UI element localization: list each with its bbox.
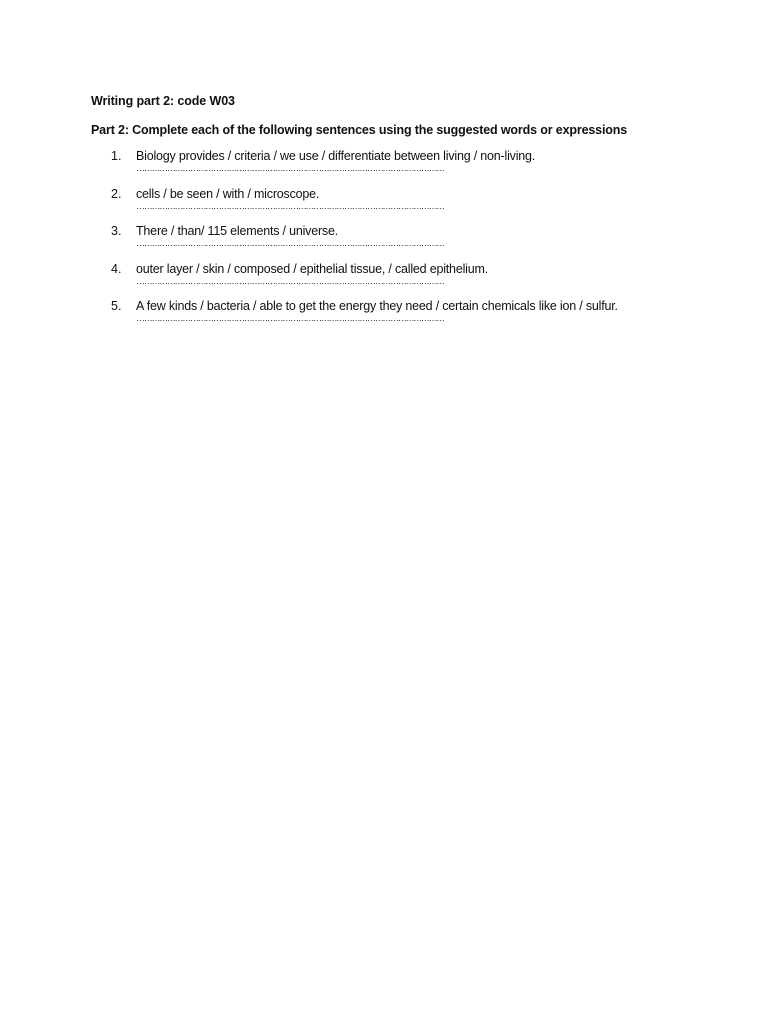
question-item xyxy=(0,187,768,225)
answer-line: ………………………………………………………………………………………………………… xyxy=(136,200,445,211)
answer-line: ………………………………………………………………………………………………………… xyxy=(136,275,445,286)
question-prompt: outer layer / skin / composed / epithelial tissue, / called epithelium. xyxy=(136,261,488,276)
question-prompt: There / than/ 115 elements / universe. xyxy=(136,224,339,238)
question-prompt: cells / be seen / with / microscope. xyxy=(136,186,320,201)
instruction-heading: Part 2: Complete each of the following sentences using the suggested words or expressions xyxy=(91,123,628,137)
question-item xyxy=(0,299,768,337)
question-number: 4. xyxy=(111,261,122,276)
question-prompt: Biology provides / criteria / we use / differentiate between living / non-living. xyxy=(136,149,536,163)
question-item xyxy=(0,224,768,262)
question-prompt: A few kinds / bacteria / able to get the energy they need / certain chemicals like ion / sulfur. xyxy=(136,299,618,313)
question-item xyxy=(0,149,768,187)
question-number: 3. xyxy=(111,224,122,238)
question-number: 1. xyxy=(111,149,122,163)
question-list xyxy=(0,149,768,337)
answer-line: ………………………………………………………………………………………………………… xyxy=(136,238,445,248)
answer-line: ………………………………………………………………………………………………………… xyxy=(136,313,445,323)
page-title: Writing part 2: code W03 xyxy=(91,94,235,108)
answer-line: ………………………………………………………………………………………………………… xyxy=(136,163,445,173)
question-item xyxy=(0,262,768,300)
question-number: 2. xyxy=(111,186,122,201)
question-number: 5. xyxy=(111,299,122,313)
